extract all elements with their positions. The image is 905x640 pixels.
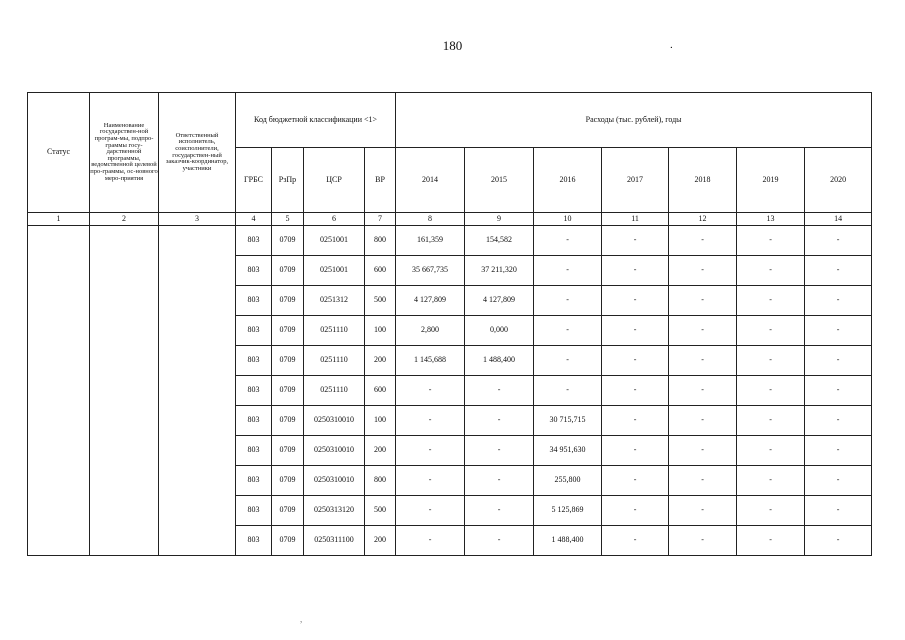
amount-cell: - — [669, 526, 737, 556]
csr-cell: 0250310010 — [304, 406, 365, 436]
amount-cell: 161,359 — [396, 226, 465, 256]
amount-cell: - — [396, 496, 465, 526]
csr-cell: 0250313120 — [304, 496, 365, 526]
amount-cell: - — [602, 316, 669, 346]
csr-cell: 0251110 — [304, 376, 365, 406]
column-number: 11 — [602, 213, 669, 226]
header-expenses: Расходы (тыс. рублей), годы — [396, 93, 872, 148]
amount-cell: - — [669, 496, 737, 526]
amount-cell: 5 125,869 — [534, 496, 602, 526]
csr-cell: 0251312 — [304, 286, 365, 316]
responsible-cell — [159, 226, 236, 556]
vr-cell: 200 — [365, 346, 396, 376]
rzpr-cell: 0709 — [272, 466, 304, 496]
amount-cell: - — [534, 346, 602, 376]
vr-cell: 800 — [365, 466, 396, 496]
amount-cell: - — [465, 496, 534, 526]
rzpr-cell: 0709 — [272, 436, 304, 466]
amount-cell: - — [602, 436, 669, 466]
amount-cell: - — [737, 466, 805, 496]
vr-cell: 600 — [365, 256, 396, 286]
amount-cell: - — [805, 346, 872, 376]
vr-cell: 200 — [365, 526, 396, 556]
amount-cell: - — [669, 436, 737, 466]
column-number: 5 — [272, 213, 304, 226]
amount-cell: 1 145,688 — [396, 346, 465, 376]
amount-cell: 1 488,400 — [465, 346, 534, 376]
amount-cell: - — [805, 256, 872, 286]
amount-cell: - — [737, 346, 805, 376]
amount-cell: - — [805, 376, 872, 406]
page-number: 180 — [442, 38, 463, 53]
grbs-cell: 803 — [236, 286, 272, 316]
header-status: Статус — [28, 93, 90, 213]
vr-cell: 500 — [365, 496, 396, 526]
amount-cell: - — [534, 256, 602, 286]
rzpr-cell: 0709 — [272, 406, 304, 436]
amount-cell: - — [805, 226, 872, 256]
csr-cell: 0251001 — [304, 226, 365, 256]
amount-cell: - — [669, 286, 737, 316]
amount-cell: - — [602, 466, 669, 496]
amount-cell: - — [534, 226, 602, 256]
amount-cell: - — [602, 526, 669, 556]
amount-cell: - — [805, 406, 872, 436]
amount-cell: - — [534, 286, 602, 316]
header-year: 2018 — [669, 148, 737, 213]
vr-cell: 600 — [365, 376, 396, 406]
amount-cell: - — [465, 376, 534, 406]
amount-cell: 30 715,715 — [534, 406, 602, 436]
amount-cell: - — [737, 376, 805, 406]
column-number: 2 — [90, 213, 159, 226]
grbs-cell: 803 — [236, 256, 272, 286]
amount-cell: 154,582 — [465, 226, 534, 256]
amount-cell: 1 488,400 — [534, 526, 602, 556]
vr-cell: 500 — [365, 286, 396, 316]
amount-cell: - — [805, 436, 872, 466]
column-number: 4 — [236, 213, 272, 226]
amount-cell: - — [737, 436, 805, 466]
header-responsible: Ответственный исполнитель, соисполнители, государствен-ный заказчик-координатор, участники — [159, 93, 236, 213]
amount-cell: 4 127,809 — [465, 286, 534, 316]
amount-cell: - — [465, 406, 534, 436]
column-number: 9 — [465, 213, 534, 226]
header-year: 2015 — [465, 148, 534, 213]
grbs-cell: 803 — [236, 316, 272, 346]
amount-cell: - — [669, 226, 737, 256]
amount-cell: 4 127,809 — [396, 286, 465, 316]
amount-cell: - — [465, 526, 534, 556]
column-number: 8 — [396, 213, 465, 226]
amount-cell: - — [669, 316, 737, 346]
status-cell — [28, 226, 90, 556]
csr-cell: 0250310010 — [304, 436, 365, 466]
rzpr-cell: 0709 — [272, 316, 304, 346]
csr-cell: 0250310010 — [304, 466, 365, 496]
amount-cell: - — [669, 376, 737, 406]
amount-cell: - — [602, 256, 669, 286]
header-year: 2020 — [805, 148, 872, 213]
csr-cell: 0251110 — [304, 316, 365, 346]
program-name-cell — [90, 226, 159, 556]
amount-cell: - — [737, 316, 805, 346]
page-mark: . — [670, 39, 673, 51]
column-number: 13 — [737, 213, 805, 226]
amount-cell: - — [602, 406, 669, 436]
amount-cell: 2,800 — [396, 316, 465, 346]
grbs-cell: 803 — [236, 346, 272, 376]
column-number: 12 — [669, 213, 737, 226]
amount-cell: - — [805, 526, 872, 556]
rzpr-cell: 0709 — [272, 226, 304, 256]
amount-cell: - — [737, 406, 805, 436]
amount-cell: - — [805, 316, 872, 346]
csr-cell: 0250311100 — [304, 526, 365, 556]
header-year: 2017 — [602, 148, 669, 213]
column-number: 14 — [805, 213, 872, 226]
amount-cell: - — [737, 496, 805, 526]
rzpr-cell: 0709 — [272, 526, 304, 556]
rzpr-cell: 0709 — [272, 256, 304, 286]
rzpr-cell: 0709 — [272, 376, 304, 406]
amount-cell: - — [396, 436, 465, 466]
column-number: 10 — [534, 213, 602, 226]
amount-cell: - — [534, 376, 602, 406]
column-number-row — [28, 213, 872, 226]
header-csr: ЦСР — [304, 148, 365, 213]
amount-cell: - — [396, 526, 465, 556]
amount-cell: 0,000 — [465, 316, 534, 346]
grbs-cell: 803 — [236, 376, 272, 406]
grbs-cell: 803 — [236, 496, 272, 526]
column-number: 6 — [304, 213, 365, 226]
header-vr: ВР — [365, 148, 396, 213]
page-mark-bottom: , — [300, 614, 303, 624]
amount-cell: - — [602, 346, 669, 376]
column-number: 7 — [365, 213, 396, 226]
amount-cell: - — [805, 466, 872, 496]
amount-cell: - — [669, 346, 737, 376]
vr-cell: 800 — [365, 226, 396, 256]
rzpr-cell: 0709 — [272, 346, 304, 376]
amount-cell: 34 951,630 — [534, 436, 602, 466]
amount-cell: 37 211,320 — [465, 256, 534, 286]
amount-cell: - — [396, 466, 465, 496]
amount-cell: - — [669, 406, 737, 436]
amount-cell: 255,800 — [534, 466, 602, 496]
amount-cell: - — [602, 496, 669, 526]
csr-cell: 0251001 — [304, 256, 365, 286]
header-grbs: ГРБС — [236, 148, 272, 213]
vr-cell: 200 — [365, 436, 396, 466]
amount-cell: - — [669, 256, 737, 286]
amount-cell: - — [737, 256, 805, 286]
vr-cell: 100 — [365, 316, 396, 346]
amount-cell: - — [805, 496, 872, 526]
amount-cell: - — [669, 466, 737, 496]
table-row — [28, 226, 872, 256]
grbs-cell: 803 — [236, 466, 272, 496]
vr-cell: 100 — [365, 406, 396, 436]
grbs-cell: 803 — [236, 526, 272, 556]
amount-cell: - — [805, 286, 872, 316]
header-budget-code: Код бюджетной классификации <1> — [236, 93, 396, 148]
rzpr-cell: 0709 — [272, 496, 304, 526]
csr-cell: 0251110 — [304, 346, 365, 376]
amount-cell: - — [465, 466, 534, 496]
grbs-cell: 803 — [236, 406, 272, 436]
grbs-cell: 803 — [236, 226, 272, 256]
amount-cell: - — [534, 316, 602, 346]
amount-cell: 35 667,735 — [396, 256, 465, 286]
header-year: 2014 — [396, 148, 465, 213]
header-program-name: Наименование государствен-ной програм-мы, подпро-граммы госу-дарственной программы, ведомственной целевой про-граммы, ос-новного меро-приятия — [90, 93, 159, 213]
grbs-cell: 803 — [236, 436, 272, 466]
amount-cell: - — [737, 526, 805, 556]
header-year: 2016 — [534, 148, 602, 213]
header-rzpr: РзПр — [272, 148, 304, 213]
budget-table — [27, 92, 872, 556]
amount-cell: - — [602, 376, 669, 406]
amount-cell: - — [602, 286, 669, 316]
amount-cell: - — [396, 406, 465, 436]
amount-cell: - — [465, 436, 534, 466]
rzpr-cell: 0709 — [272, 286, 304, 316]
amount-cell: - — [737, 226, 805, 256]
header-year: 2019 — [737, 148, 805, 213]
column-number: 1 — [28, 213, 90, 226]
column-number: 3 — [159, 213, 236, 226]
amount-cell: - — [602, 226, 669, 256]
amount-cell: - — [737, 286, 805, 316]
amount-cell: - — [396, 376, 465, 406]
